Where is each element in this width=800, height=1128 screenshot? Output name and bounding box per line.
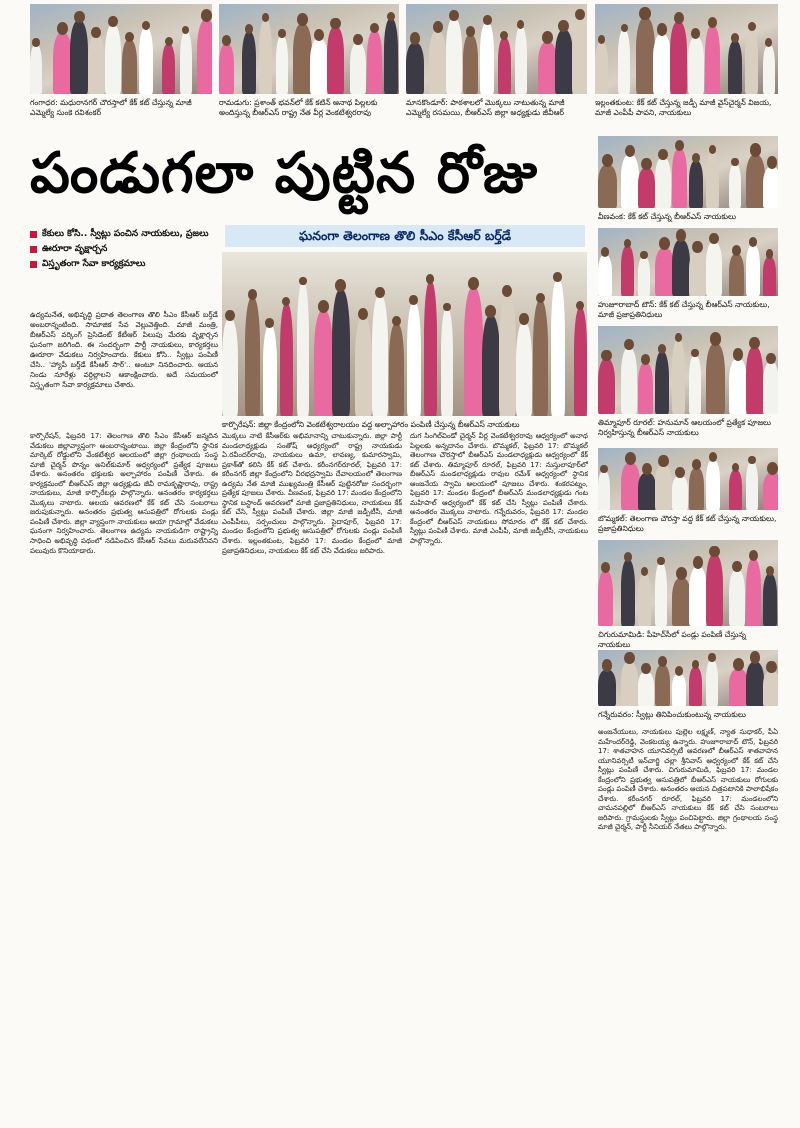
photo-figure-head xyxy=(32,38,39,46)
photo-figure xyxy=(672,340,685,414)
photo-figure-head xyxy=(749,337,759,349)
bullet-list xyxy=(30,228,215,273)
photo-figure-head xyxy=(749,237,757,247)
photo-figure xyxy=(621,246,634,296)
intro-paragraph: ఉద్యమనేత, అభివృద్ధి ప్రదాత తెలంగాణ తొలి సీఎం కేసీఆర్ బర్త్‌డే అంబరాన్నంటింది. సామాజిక సేవ వెల్లువెత్తింది. మాజీ మంత్రి, బీఆర్ఎస్ వర్కింగ్ ప్రెసిడెంట్ కేటీఆర్ పిలుపు మేరకు వృక్షార్చన ఘనంగా జరిగింది. ఈ సందర్భంగా పార్టీ నాయకులు, కార్యకర్తలు ఊరూరా వేడుకలు నిర్వహించారు. కేకులు కోసి.. స్వీట్లు పంపిణీ చేసి.. 'హ్యాపీ బర్త్‌డే కేసీఆర్ సార్'.. అంటూ నినదించారు. ఆయన నిండు నూరేళ్లు వర్ధిల్లాలని ఆకాంక్షించారు. అదే సమయంలో విస్తృతంగా సేవా కార్యక్రమాలు చేశారు. xyxy=(30,310,218,389)
bullet-item: విస్తృతంగా సేవా కార్యక్రమాలు xyxy=(30,258,215,271)
photo-figure-head xyxy=(766,566,774,576)
photo-figure-head xyxy=(409,295,417,305)
photo-figure-head xyxy=(335,279,346,292)
photo-figure-head xyxy=(576,301,584,310)
photo-figure-head xyxy=(375,287,385,298)
photo-bommakal xyxy=(598,448,778,510)
photo-figure xyxy=(598,670,616,706)
photo-figure-head xyxy=(766,249,774,258)
photo-figure-head xyxy=(765,38,772,46)
photo-figure xyxy=(746,462,758,510)
photo-figure xyxy=(689,355,701,414)
photo-figure xyxy=(555,30,573,94)
photo-figure-head xyxy=(766,661,776,673)
photo-figure xyxy=(263,326,277,416)
photo-figure-head xyxy=(748,22,756,31)
photo-figure-head xyxy=(225,310,235,321)
photo-figure-head xyxy=(165,37,173,46)
photo-figure-head xyxy=(731,158,738,166)
photo-figure xyxy=(310,39,328,94)
photo-gangadhara xyxy=(30,4,212,94)
photo-figure-head xyxy=(299,277,306,285)
photo-figure-head xyxy=(602,659,613,672)
photo-figure-head xyxy=(657,23,668,36)
photo-figure-head xyxy=(624,652,634,664)
photo-figure xyxy=(655,352,669,414)
photo-figure xyxy=(729,254,744,296)
photo-figure-head xyxy=(710,332,721,345)
photo-figure-head xyxy=(624,239,632,248)
photo-figure xyxy=(638,574,651,626)
photo-manakondur xyxy=(406,4,587,94)
photo-figure-head xyxy=(502,285,512,297)
photo-thimmapur-rural xyxy=(598,326,778,414)
photo-figure-head xyxy=(519,313,529,324)
photo-figure xyxy=(70,21,88,94)
photo-figure xyxy=(621,560,635,626)
photo-figure xyxy=(689,567,707,626)
photo-figure-head xyxy=(598,35,606,44)
photo-figure xyxy=(424,282,437,416)
photo-figure xyxy=(314,311,333,416)
photo-figure xyxy=(572,18,587,94)
photo-figure-head xyxy=(640,251,647,259)
photo-figure xyxy=(672,149,687,208)
photo-figure xyxy=(105,25,121,94)
photo-figure-head xyxy=(74,11,85,24)
photo-figure xyxy=(480,23,494,94)
photo-figure xyxy=(595,42,608,94)
photo-figure-head xyxy=(767,462,778,475)
photo-figure-head xyxy=(641,158,651,170)
photo-figure-head xyxy=(641,663,651,674)
caption-right-4: బొమ్మకల్: తెలంగాణ చౌరస్తా వద్ద కేక్ కట్ చేస్తున్న నాయకులు, ప్రజాప్రతినిధులు xyxy=(598,514,777,533)
photo-figure xyxy=(689,667,702,706)
photo-figure-head xyxy=(500,31,508,40)
subheadline: ఘనంగా తెలంగాణ తొలి సీఎం కేసీఆర్ బర్త్‌డే xyxy=(225,225,585,247)
photo-figure xyxy=(706,152,719,208)
photo-figure-head xyxy=(709,145,717,154)
photo-figure xyxy=(638,672,654,706)
photo-figure-head xyxy=(353,34,363,45)
photo-figure-head xyxy=(297,13,308,26)
photo-figure xyxy=(372,296,388,416)
photo-figure-head xyxy=(733,348,744,361)
photo-huzurabad-town xyxy=(598,228,778,296)
caption-top-1: గంగాధర: మధురానగర్ చౌరస్తాలో కేక్ కట్ చేస్తున్న మాజీ ఎమ్మెల్యే సుంకె రవిశంకర్ xyxy=(30,98,192,117)
photo-figure xyxy=(219,44,234,94)
photo-figure xyxy=(621,348,637,414)
photo-figure-head xyxy=(693,556,704,569)
photo-figure-head xyxy=(443,303,450,311)
photo-figure xyxy=(638,363,653,414)
photo-figure-head xyxy=(125,32,134,43)
photo-figure-head xyxy=(517,20,524,28)
photo-figure xyxy=(655,665,670,706)
photo-figure xyxy=(746,559,761,626)
photo-figure xyxy=(763,362,778,414)
photo-figure xyxy=(653,34,671,94)
photo-figure-head xyxy=(732,245,741,256)
photo-figure xyxy=(533,301,548,416)
photo-figure xyxy=(222,319,238,416)
photo-figure xyxy=(464,288,483,416)
photo-figure-head xyxy=(749,550,758,561)
caption-right-6: గన్నేరువరం: స్వీట్లు తినిపించుకుంటున్న నాయకులు xyxy=(598,710,746,719)
photo-figure xyxy=(332,290,350,416)
photo-figure xyxy=(763,257,776,296)
photo-figure-head xyxy=(410,32,421,45)
photo-gannervaram xyxy=(598,650,778,706)
photo-figure xyxy=(53,33,72,94)
photo-figure xyxy=(350,43,366,94)
photo-figure xyxy=(763,671,778,706)
caption-right-1: వీణవంక: కేక్ కట్ చేస్తున్న బీఆర్ఎస్ నాయకులు xyxy=(598,212,736,221)
photo-figure-head xyxy=(624,339,634,350)
photo-figure xyxy=(688,37,704,94)
photo-figure-head xyxy=(601,562,610,573)
photo-figure xyxy=(706,344,725,414)
photo-figure xyxy=(763,167,778,208)
photo-figure-head xyxy=(466,26,475,37)
photo-figure-head xyxy=(542,31,553,44)
photo-figure xyxy=(498,38,511,94)
photo-figure-head xyxy=(600,465,607,473)
photo-figure-head xyxy=(692,459,701,470)
photo-figure-head xyxy=(536,293,545,304)
caption-right-5: చిగురుమామిడి: పీహెచ్‌సీలో పండ్లు పంపిణీ చేస్తున్న నాయకులు xyxy=(598,630,746,649)
photo-figure-head xyxy=(709,233,719,244)
photo-figure xyxy=(729,570,745,626)
photo-figure-head xyxy=(222,35,231,46)
photo-figure xyxy=(245,298,260,416)
photo-figure xyxy=(689,161,703,208)
photo-figure xyxy=(638,168,655,208)
photo-figure-head xyxy=(57,22,68,35)
photo-figure xyxy=(139,28,153,94)
photo-figure-head xyxy=(624,552,632,562)
photo-figure xyxy=(30,45,42,95)
caption-top-4: ఇల్లంతకుంట: కేక్ కట్ చేస్తున్న జడ్పీ మాజీ వైస్‌చైర్మన్ విజయ, మాజీ ఎంపీపీ పావని, నాయకులు xyxy=(595,98,772,117)
photo-figure-head xyxy=(708,17,717,28)
photo-figure-head xyxy=(676,567,687,580)
photo-figure xyxy=(636,18,655,94)
photo-figure-head xyxy=(602,154,613,167)
photo-figure xyxy=(706,242,722,296)
photo-figure xyxy=(482,316,500,416)
photo-figure-head xyxy=(621,24,628,32)
photo-figure xyxy=(621,662,638,706)
photo-figure xyxy=(446,19,462,94)
photo-veenavanka xyxy=(598,136,778,208)
bullet-item: ఊరూరా వృక్షార్చన xyxy=(30,243,215,256)
photo-figure xyxy=(162,44,175,94)
photo-figure xyxy=(638,473,656,510)
photo-illanthakunta xyxy=(595,4,778,94)
photo-figure xyxy=(180,32,192,94)
body-column-3: దుగ సింగిల్‌విండో చైర్మన్ వీర్ల వెంకటేశ్వరరావు ఆధ్వర్యంలో అనాథ పిల్లలకు అన్నదానం చేశారు. బొమ్మకల్, ఫిబ్రవరి 17: బొమ్మకల్ తెలంగాణ చౌరస్తాలో బీఆర్ఎస్ మండలాధ్యక్షుడు ఆధ్వర్యంలో కేక్ కట్ చేశారు. తిమ్మాపూర్ రూరల్, ఫిబ్రవరి 17: నుస్తులాపూర్‌లో బీఆర్ఎస్ మండలాధ్యక్షుడు రావుల రమేశ్ ఆధ్వర్యంలో స్థానిక ఆంజనేయ స్వామి ఆలయంలో పూజలు చేశారు. శంకరపట్నం, ఫిబ్రవరి 17: మండల కేంద్రంలో బీఆర్ఎస్ మండలాధ్యక్షుడు గంట మహిపాల్ ఆధ్వర్యంలో కేక్ కట్ చేసి స్వీట్లు పంపిణీ చేశారు. అనంతరం మొక్కలు నాటారు. గన్నేరువరం, ఫిబ్రవరి 17: మండల కేంద్రంలో బీఆర్ఎస్ నాయకులు సోమారం లో కేక్ కట్ చేశారు. స్వీట్లు పంపిణీ చేశారు. మాజీ ఎంపీపీ, మాజీ జడ్పీటీసీ, నాయకులు పాల్గొన్నారు. xyxy=(410,432,588,546)
photo-figure xyxy=(763,473,778,510)
photo-figure xyxy=(598,255,612,296)
photo-figure-head xyxy=(485,305,496,318)
photo-figure-head xyxy=(658,344,666,354)
photo-figure xyxy=(259,20,272,94)
photo-figure xyxy=(728,41,742,94)
photo-figure xyxy=(672,240,690,296)
photo-figure xyxy=(763,574,777,626)
photo-figure-head xyxy=(748,456,755,464)
photo-ramadugu xyxy=(219,4,399,94)
photo-figure-head xyxy=(278,29,285,37)
photo-figure xyxy=(516,323,532,416)
photo-figure-head xyxy=(708,653,715,661)
photo-figure xyxy=(407,303,421,416)
photo-figure xyxy=(499,295,516,416)
photo-figure xyxy=(551,280,565,416)
photo-figure-head xyxy=(766,353,776,364)
photo-figure xyxy=(670,22,687,94)
photo-figure-head xyxy=(553,272,561,282)
photo-figure xyxy=(689,251,706,296)
photo-figure xyxy=(729,470,742,510)
photo-figure-head xyxy=(201,9,212,22)
photo-figure xyxy=(297,283,309,416)
photo-figure-head xyxy=(692,241,702,253)
photo-figure-head xyxy=(691,349,698,357)
photo-figure-head xyxy=(248,289,257,300)
photo-figure xyxy=(515,27,527,95)
photo-figure xyxy=(598,359,615,414)
photo-figure xyxy=(655,465,672,510)
photo-figure xyxy=(276,36,288,95)
photo-figure xyxy=(705,26,720,94)
photo-figure-head xyxy=(692,660,700,669)
photo-figure xyxy=(598,165,617,208)
photo-figure-head xyxy=(750,651,761,664)
photo-figure xyxy=(538,42,557,94)
photo-figure xyxy=(389,324,404,416)
photo-figure-head xyxy=(639,7,650,20)
photo-figure xyxy=(763,45,775,95)
photo-figure xyxy=(367,31,382,94)
photo-figure xyxy=(384,19,398,94)
photo-figure xyxy=(242,32,256,94)
photo-chigurumamidi xyxy=(598,540,778,626)
photo-figure xyxy=(441,309,453,416)
photo-figure xyxy=(689,468,704,510)
photo-figure xyxy=(574,308,587,416)
photo-figure xyxy=(327,27,344,94)
photo-figure xyxy=(88,36,105,94)
photo-figure-head xyxy=(657,557,664,565)
photo-figure-head xyxy=(330,18,340,30)
photo-figure-head xyxy=(108,16,118,27)
caption-top-2: రామడుగు: ప్రశాంత్ భవన్‌లో కేక్ కటిన్ ఆనాథ పిల్లలకు అందిస్తున్న బీఆర్ఎస్ రాష్ట్ర నేత వీర్ల వెంకటేశ్వరరావు xyxy=(219,98,378,117)
caption-main-photo: కార్పొరేషన్: జిల్లా కేంద్రంలోని వెంకటేశ్వరాలయం వద్ద అల్పాహారం పంపిణీ చేస్తున్న బీఆర్ఎస్ నాయకులు xyxy=(222,420,520,429)
photo-figure-head xyxy=(750,143,761,156)
photo-figure xyxy=(729,359,747,414)
photo-figure xyxy=(706,660,718,706)
photo-figure-head xyxy=(426,274,434,283)
photo-figure-head xyxy=(601,350,611,362)
photo-figure xyxy=(463,35,478,94)
photo-figure-head xyxy=(265,318,273,328)
headline: పండుగలా పుట్టిన రోజు xyxy=(30,140,538,206)
bullet-item: కేకులు కోసి.. స్వీట్లు పంచిన నాయకులు, ప్రజలు xyxy=(30,228,215,241)
body-column-2: మొక్కలు నాటి కేసీఆర్‌కు అభిమానాన్ని చాటుకున్నారు. జిల్లా పార్టీ మండలాధ్యక్షుడు సంతోష్ ఆధ్యర్యంలో రాష్ట్ర నాయకుడు ఏ.రవీందర్‌రావు, నాయకులు ఉమా, లావణ్య, కుమారస్వామి, ప్రకాశ్‌తో కలిసి కేక్ కట్ చేశారు. కరీంనగర్‌రూరల్, ఫిబ్రవరి 17: కరీంనగర్ జిల్లా కేంద్రంలోని వీరభద్రస్వామి దేవాలయంలో తెలంగాణ ఉద్యమ నేత మాజీ ముఖ్యమంత్రి కేసీఆర్ పుట్టినరోజు సందర్భంగా ప్రత్యేక పూజలు చేశారు. వీణవంక, ఫిబ్రవరి 17: మండల కేంద్రంలోని స్థానిక బస్టాండ్ ఆవరణలో మాజీ ప్రజాప్రతినిధులు, నాయకులు కేక్ కట్ చేసి, స్వీట్లు పంపిణీ చేశారు. జిల్లా మాజీ జడ్పీటీసీ, మాజీ ఎంపీపీలు, సర్పంచులు పాల్గొన్నారు. సైదాపూర్, ఫిబ్రవరి 17: మండల కేంద్రంలోని ప్రభుత్వ ఆసుపత్రిలో రోగులకు పండ్లు పంపిణీ చేశారు. ఇల్లంతకుంట, ఫిబ్రవరి 17: మండల కేంద్రంలో మాజీ ప్రజాప్రతినిధులు, నాయకులు కేక్ కట్ చేసి వేడుకలు జరిపారు. xyxy=(222,432,402,555)
photo-figure-head xyxy=(675,140,684,151)
photo-figure xyxy=(672,674,686,706)
photo-figure xyxy=(746,245,760,296)
caption-top-3: మానకొండూర్: పాఠశాలలో మొక్కలు నాటుతున్న మాజీ ఎమ్మెల్యే రసమయి, బీఆర్ఎస్ జిల్లా అధ్యక్షుడు జీవీఆర్ xyxy=(406,98,565,117)
photo-figure xyxy=(280,304,293,416)
photo-figure xyxy=(598,471,610,510)
caption-right-2: హుజూరాబాద్ టౌన్: కేక్ కట్ చేస్తున్న బీఆర్ఎస్ నాయకులు, మాజీ ప్రజాప్రతినిధులు xyxy=(598,300,770,319)
photo-figure-head xyxy=(674,12,684,24)
photo-figure xyxy=(706,460,720,510)
photo-figure-head xyxy=(358,308,368,320)
photo-figure-head xyxy=(658,455,668,467)
body-column-1: కార్పొరేషన్, ఫిబ్రవరి 17: తెలంగాణ తొలి సీఎం కేసీఆర్ జన్మదిన వేడుకలు జిల్లావ్యాప్తంగా అంబరాన్నంటాయి. జిల్లా కేంద్రంలోని స్థానిక మార్కెట్ రోడ్డులోని వేంకటేశ్వర ఆలయంలో జిల్లా గ్రంథాలయ సంస్థ మాజీ చైర్మన్ పొన్నం అనిల్‌కుమార్ ఆధ్వర్యంలో ప్రత్యేక పూజలు చేశారు. అనంతరం భక్తులకు అల్పాహారం పంపిణీ చేశారు. ఈ కార్యక్రమంలో బీఆర్ఎస్ జిల్లా అధ్యక్షుడు జీవీ రామకృష్ణారావు, రాష్ట్ర నాయకులు, మాజీ కార్పొరేటర్లు పాల్గొన్నారు. అనంతరం కార్యకర్తలు మొక్కలు నాటారు. ఆలయ ఆవరణలో కేక్ కట్ చేసి సంబరాలు జరుపుకున్నారు. అనంతరం ప్రభుత్వ ఆసుపత్రిలో రోగులకు పండ్లు పంపిణీ చేశారు. జిల్లా వ్యాప్తంగా నాయకులు ఆయా గ్రామాల్లో వేడుకలు ఘనంగా నిర్వహించారు. తెలంగాణ ఉద్యమ నాయకుడిగా రాష్ట్రాన్ని సాధించి అభివృద్ధి పథంలో నడిపించిన కేసీఆర్ సేవలు మరువలేనివని పలువురు కొనియాడారు. xyxy=(30,432,218,555)
photo-figure-head xyxy=(625,452,636,465)
photo-figure-head xyxy=(318,300,329,313)
body-column-4: అంజనేయులు, నాయకులు పుల్లెల లక్ష్మణ్, న్యాత సుధాకర్, పీఏ మహేందర్‌రెడ్డి, వెంకటయ్య ఉన్నారు. హుజూరాబాద్ టౌన్, ఫిబ్రవరి 17: శాతవాహన యూనివర్సిటీ ఆవరణలో బీఆర్ఎస్ శాతవాహన యూనివర్సిటీ ఇన్‌చార్జి చల్లా శ్రీనివాస్ ఆధ్వర్యంలో కేక్ కట్ చేసి స్వీట్లు పంపిణీ చేశారు. చిగురుమామిడి, ఫిబ్రవరి 17: మండల కేంద్రంలోని ప్రభుత్వ ఆసుపత్రిలో బీఆర్ఎస్ నాయకులు రోగులకు పండ్లు పంపిణీ చేశారు. అనంతరం ఆయన చిత్రపటానికి పాలాభిషేకం చేశారు. కరీంనగర్ రూరల్, ఫిబ్రవరి 17: మండలంలోని చామనపల్లిలో బీఆర్ఎస్ నాయకులు కేక్ కట్ చేసి సంబరాలు జరిపారు. గ్రామస్థులకు స్వీట్లు పంచిపెట్టారు. జిల్లా గ్రంథాలయ సంస్థ మాజీ చైర్మన్, పార్టీ సీనియర్ నేతలు పాల్గొన్నారు. xyxy=(598,728,778,832)
photo-figure-head xyxy=(601,247,609,257)
photo-figure-head xyxy=(433,21,443,33)
photo-figure xyxy=(355,318,372,416)
photo-figure xyxy=(638,257,650,296)
photo-main-corporation xyxy=(222,252,587,416)
photo-figure-head xyxy=(483,15,491,25)
photo-figure xyxy=(122,40,137,94)
photo-figure-head xyxy=(675,467,685,478)
photo-figure xyxy=(618,30,630,94)
photo-figure xyxy=(706,555,723,626)
photo-figure-head xyxy=(641,354,650,365)
photo-figure xyxy=(621,155,639,208)
photo-figure-head xyxy=(182,26,189,34)
photo-figure xyxy=(655,563,667,626)
photo-figure-head xyxy=(468,277,479,290)
photo-figure xyxy=(197,20,212,94)
photo-figure-head xyxy=(658,149,668,160)
photo-figure-head xyxy=(709,452,717,462)
photo-figure-head xyxy=(676,229,687,242)
photo-figure xyxy=(746,662,764,706)
caption-right-3: తిమ్మాపూర్ రూరల్: హనుమాన్ ఆలయంలో ప్రత్యేక పూజలు నిర్వహిస్తున్న బీఆర్ఎస్ నాయకులు xyxy=(598,418,772,437)
photo-figure-head xyxy=(245,24,253,34)
photo-figure xyxy=(598,571,613,626)
photo-figure xyxy=(406,43,424,94)
photo-figure xyxy=(745,29,758,94)
photo-figure xyxy=(429,31,446,94)
photo-figure-head xyxy=(370,23,379,34)
photo-figure xyxy=(746,347,763,414)
photo-figure-head xyxy=(709,546,719,558)
photo-figure-head xyxy=(392,316,401,327)
photo-figure xyxy=(672,476,688,510)
photo-figure-head xyxy=(658,656,667,667)
photo-figure-head xyxy=(732,561,742,572)
photo-figure xyxy=(729,164,741,208)
photo-figure xyxy=(655,158,671,208)
